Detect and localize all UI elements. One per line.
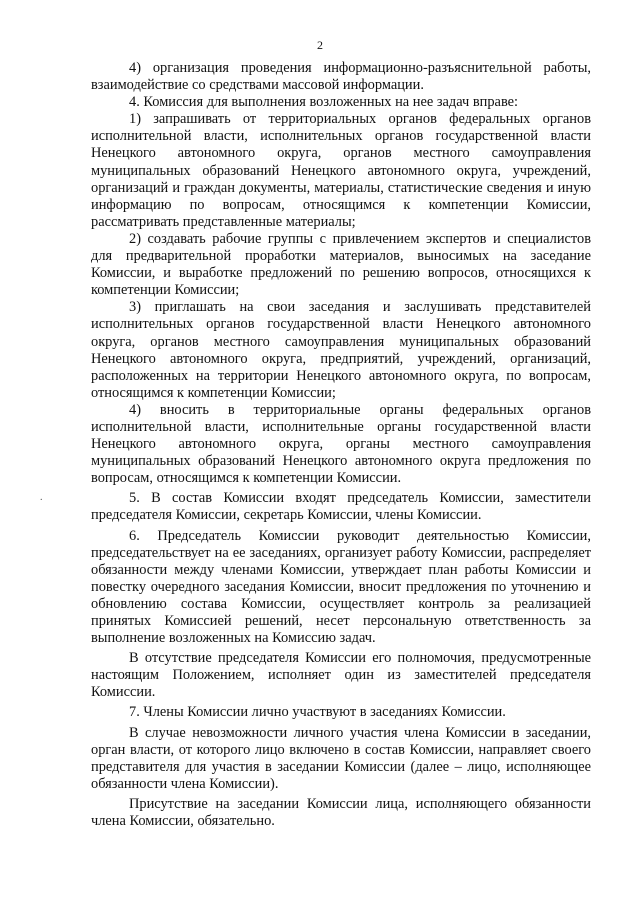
paragraph-commission-rights: 4. Комиссия для выполнения возложенных на нее задач вправе: — [129, 94, 519, 111]
paragraph-right-submit: 4) вносить в территориальные органы федеральных органов исполнительной власти, исполнительные органы государственной власти Ненецкого автономного округа, органы местного самоуправления муниципальных образований Ненецкого автономного округа предложения по вопросам, относящимся к компетенции Комиссии. — [91, 401, 591, 487]
paragraph-right-working-groups: 2) создавать рабочие группы с привлечением экспертов и специалистов для предварительной проработки материалов, выносимых на заседание Комиссии, и выработке предложений по решению вопросов, относящихся к компетенции Комиссии; — [91, 230, 591, 299]
page-number: 2 — [317, 38, 323, 52]
paragraph-right-request: 1) запрашивать от территориальных органов федеральных органов исполнительной власти, исполнительных органов государственной власти Ненецкого автономного округа, органов местного самоуправления муниципальных образований Ненецкого автономного округа, учреждений, организаций и граждан документы, материалы, статистические сведения и иную информацию по вопросам, относящимся к компетенции Комиссии, рассматривать представленные материалы; — [91, 111, 591, 230]
paragraph-attendance: Присутствие на заседании Комиссии лица, исполняющего обязанности члена Комиссии, обязательно. — [91, 795, 591, 830]
paragraph-info-work: 4) организация проведения информационно-разъяснительной работы, взаимодействие со средствами массовой информации. — [91, 60, 591, 94]
paragraph-chairman-absence: В отсутствие председателя Комиссии его полномочия, предусмотренные настоящим Положением, исполняет один из заместителей председателя Комиссии. — [91, 650, 591, 701]
paragraph-representative: В случае невозможности личного участия члена Комиссии в заседании, орган власти, от которого лицо включено в состав Комиссии, направляет своего представителя для участия в заседании Комиссии (далее – лицо, исполняющее обязанности члена Комиссии). — [91, 724, 591, 792]
paragraph-chairman: 6. Председатель Комиссии руководит деятельностью Комиссии, председательствует на ее заседаниях, организует работу Комиссии, распределяет обязанности между членами Комиссии, утверждает план работы Комиссии и повестку очередного заседания Комиссии, вносит предложения по уточнению и обновлению состава Комиссии, осуществляет контроль за реализацией принятых Комиссией решений, несет персональную ответственность за выполнение возложенных на Комиссию задач. — [91, 527, 591, 647]
paragraph-members-participation: 7. Члены Комиссии лично участвуют в заседаниях Комиссии. — [129, 704, 506, 721]
document-body — [91, 60, 591, 830]
paragraph-right-invite: 3) приглашать на свои заседания и заслушивать представителей исполнительных органов государственной власти Ненецкого автономного округа, органов местного самоуправления муниципальных образований Ненецкого автономного округа, предприятий, учреждений, организаций, расположенных на территории Ненецкого автономного округа, по вопросам, относящимся к компетенции Комиссии; — [91, 299, 591, 401]
margin-mark: . — [40, 492, 43, 503]
paragraph-composition: 5. В состав Комиссии входят председатель Комиссии, заместители председателя Комиссии, секретарь Комиссии, члены Комиссии. — [91, 490, 591, 524]
